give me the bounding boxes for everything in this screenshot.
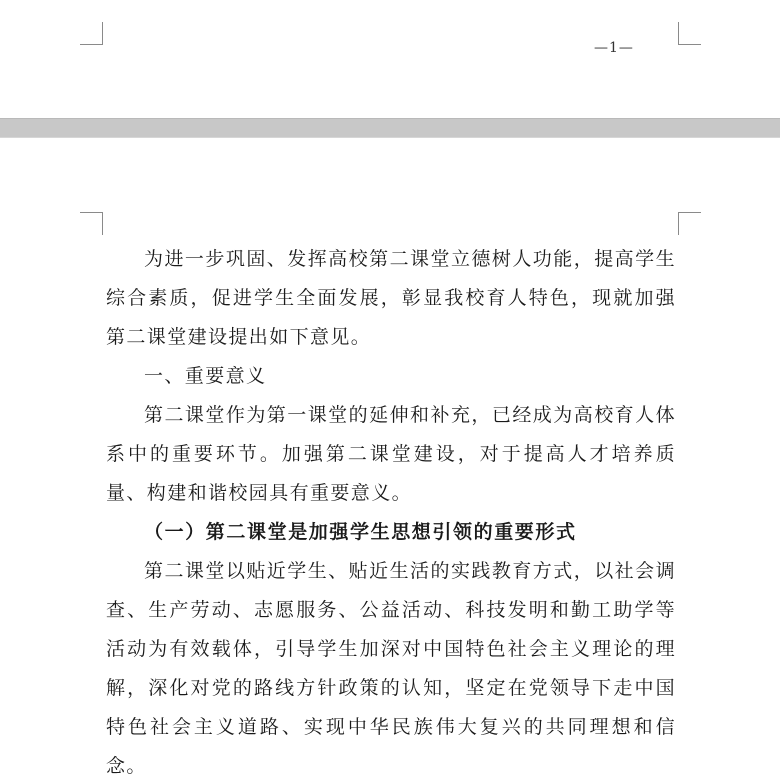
subsection-1-paragraph: 第二课堂以贴近学生、贴近生活的实践教育方式，以社会调查、生产劳动、志愿服务、公益活动、科技发明和勤工助学等活动为有效载体，引导学生加深对中国特色社会主义理论的理解，深化对党的路线方针政策的认知，坚定在党领导下走中国特色社会主义道路、实现中华民族伟大复兴的共同理想和信念。 <box>106 560 676 777</box>
crop-mark-bottom-right <box>678 22 701 45</box>
intro-paragraph: 为进一步巩固、发挥高校第二课堂立德树人功能，提高学生综合素质，促进学生全面发展，彰显我校育人特色，现就加强第二课堂建设提出如下意见。 <box>106 248 676 348</box>
page-separator <box>0 118 780 138</box>
significance-paragraph: 第二课堂作为第一课堂的延伸和补充，已经成为高校育人体系中的重要环节。加强第二课堂建设，对于提高人才培养质量、构建和谐校园具有重要意义。 <box>106 404 676 504</box>
crop-mark-top-left <box>80 212 103 235</box>
previous-page-bottom <box>0 0 780 118</box>
subsection-heading-1: （一）第二课堂是加强学生思想引领的重要形式 <box>144 521 577 543</box>
document-body[interactable] <box>106 240 676 779</box>
page-number: —1— <box>594 40 634 56</box>
crop-mark-top-right <box>678 212 701 235</box>
current-page[interactable] <box>0 138 780 779</box>
section-heading-significance: 一、重要意义 <box>144 365 267 387</box>
crop-mark-bottom-left <box>80 22 103 45</box>
